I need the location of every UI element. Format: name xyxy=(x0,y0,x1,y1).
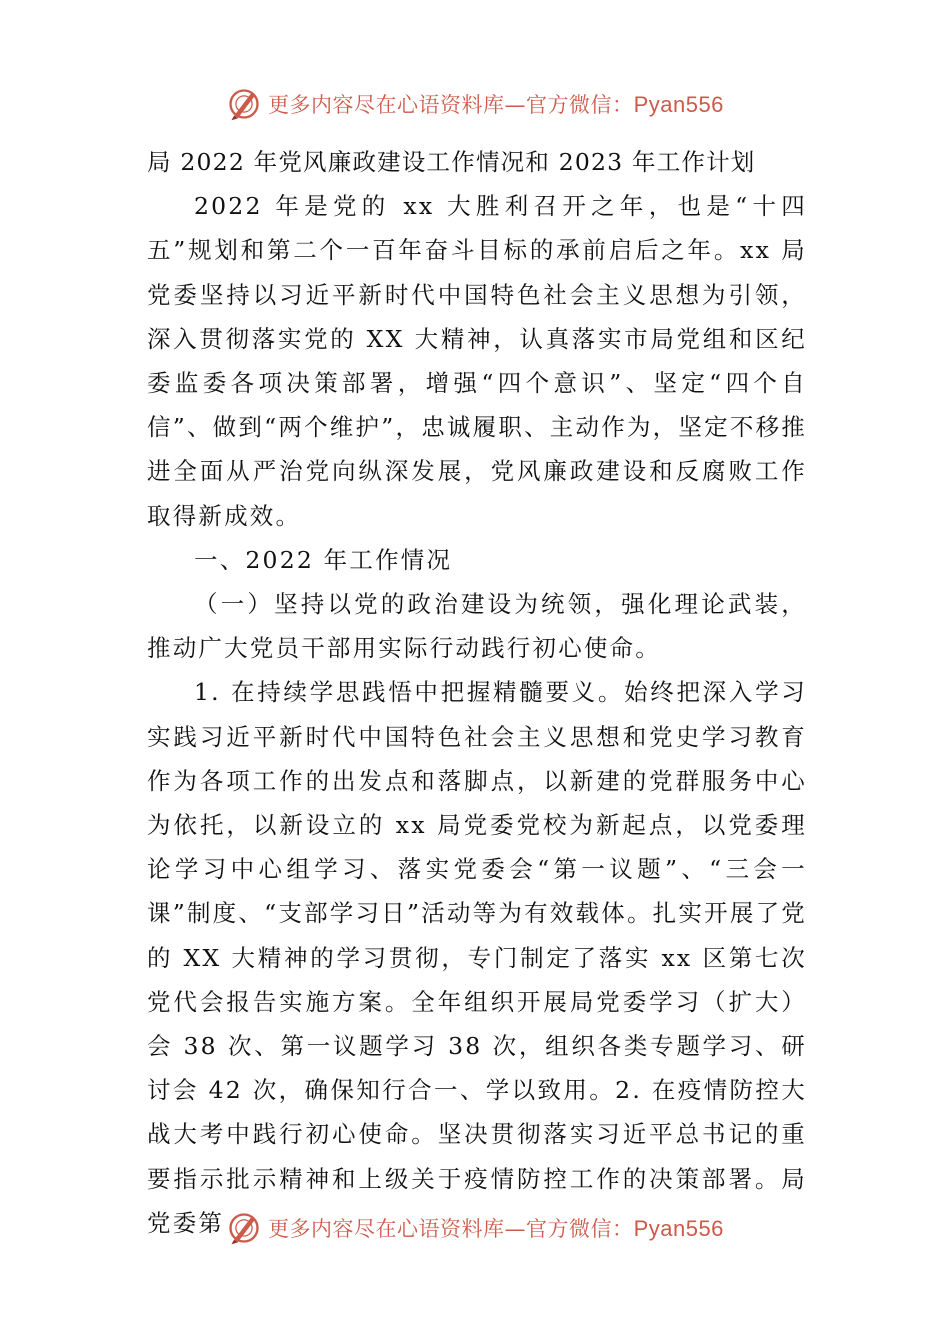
footer-watermark xyxy=(0,1206,950,1250)
section-heading: 一、2022 年工作情况 xyxy=(194,545,453,574)
watermark-wechat-id: Pyan556 xyxy=(633,1216,724,1241)
subsection-heading: （一）坚持以党的政治建设为统领，强化理论武装，推动广大党员干部用实际行动践行初心使命。 xyxy=(147,590,807,663)
document-title: 局 2022 年党风廉政建设工作情况和 2023 年工作计划 xyxy=(147,148,756,176)
watermark-text: 更多内容尽在心语资料库—官方微信：Pyan556 xyxy=(268,1216,724,1241)
document-body xyxy=(147,140,807,1245)
pen-seal-logo-icon xyxy=(226,86,262,122)
body-paragraph: 1. 在持续学思践悟中把握精髓要义。始终把深入学习实践习近平新时代中国特色社会主义思想和党史学习教育作为各项工作的出发点和落脚点，以新建的党群服务中心为依托，以新设立的 xx 局党委党校为新起点，以党委理论学习中心组学习、落实党委会“第一议题”、“三会一课”制度、“支部学习日”活动等为有效载体。扎实开展了党的 XX 大精神的学习贯彻，专门制定了落实 xx 区第七次党代会报告实施方案。全年组织开展局党委学习（扩大）会 38 次、第一议题学习 38 次，组织各类专题学习、研讨会 42 次，确保知行合一、学以致用。2. 在疫情防控大战大考中践行初心使命。坚决贯彻落实习近平总书记的重要指示批示精神和上级关于疫情防控工作的决策部署。局党委第 xyxy=(147,678,807,1237)
watermark-text: 更多内容尽在心语资料库—官方微信：Pyan556 xyxy=(268,92,724,117)
watermark-wechat-id: Pyan556 xyxy=(633,92,724,117)
pen-seal-logo-icon xyxy=(226,1210,262,1246)
intro-paragraph: 2022 年是党的 xx 大胜利召开之年，也是“十四五”规划和第二个一百年奋斗目标的承前启后之年。xx 局党委坚持以习近平新时代中国特色社会主义思想为引领，深入贯彻落实党的 XX 大精神，认真落实市局党组和区纪委监委各项决策部署，增强“四个意识”、坚定“四个自信”、做到“两个维护”，忠诚履职、主动作为，坚定不移推进全面从严治党向纵深发展，党风廉政建设和反腐败工作取得新成效。 xyxy=(147,192,807,530)
header-watermark xyxy=(0,82,950,126)
